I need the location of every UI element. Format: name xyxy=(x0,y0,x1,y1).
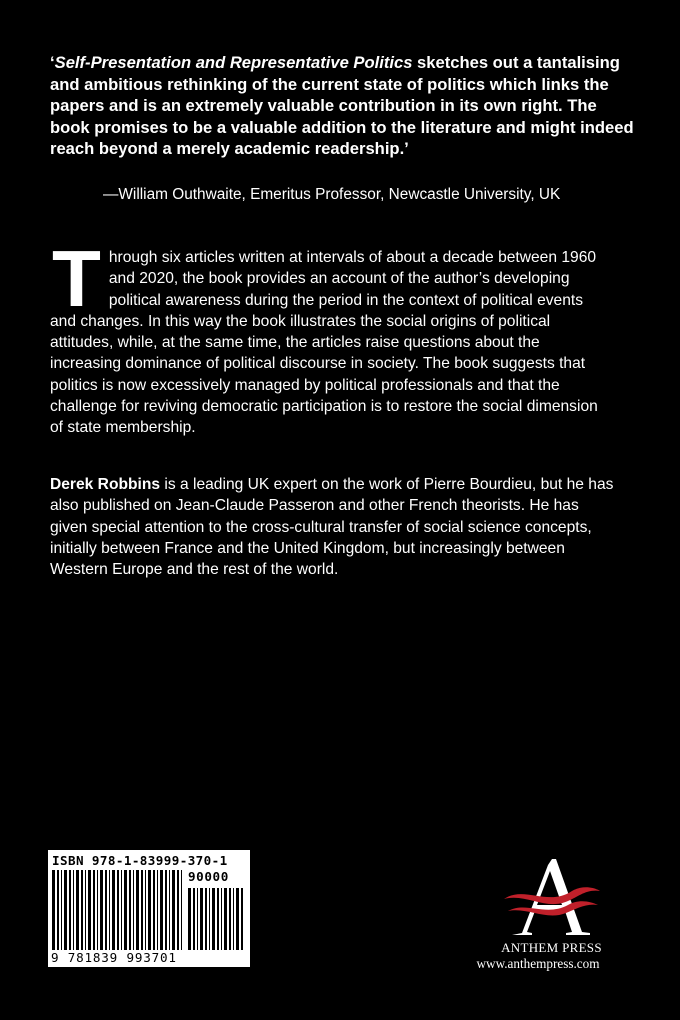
barcode-bar xyxy=(197,888,198,950)
isbn-label: ISBN 978-1-83999-370-1 xyxy=(52,853,228,868)
description-text: hrough six articles written at intervals of about a decade between 1960 and 2020, the book provides an account of the author’s developing political awareness during the period in the context of political events and changes. In this way the book illustrates the social origins of political attitudes, while, at the same time, the articles raise questions about the increasing dominance of political discourse in society. The book suggests that politics is now excessively managed by political professionals and that the challenge for reviving democratic participation is to restore the social dimension of state membership. xyxy=(50,249,598,437)
barcode-bar xyxy=(233,888,234,950)
barcode-bar xyxy=(224,888,227,950)
barcode-bar xyxy=(105,870,107,950)
barcode-main-bars xyxy=(52,870,186,950)
barcode-bar xyxy=(93,870,95,950)
book-description xyxy=(50,234,610,439)
quote-text: sketches out a tantalising and ambitious rethinking of the current state of politics which links the papers and is an extremely valuable contribution in its own right. The book promises to be a valuable addition to the literature and might indeed reach beyond a merely academic readership.’ xyxy=(50,53,634,158)
author-name: Derek Robbins xyxy=(50,476,161,493)
barcode-bar xyxy=(157,870,158,950)
barcode-bar xyxy=(57,870,59,950)
barcode-bar xyxy=(188,888,191,950)
barcode-bar xyxy=(241,888,243,950)
barcode-bar xyxy=(160,870,163,950)
barcode-bar xyxy=(169,870,170,950)
barcode-bar xyxy=(121,870,122,950)
barcode-bar xyxy=(81,870,83,950)
barcode-bar xyxy=(172,870,175,950)
barcode-bar xyxy=(181,870,182,950)
barcode-bar xyxy=(193,888,195,950)
barcode-bar xyxy=(117,870,119,950)
barcode-bar xyxy=(100,870,103,950)
barcode-bar xyxy=(165,870,167,950)
publisher-logo xyxy=(476,855,619,971)
barcode-bar xyxy=(148,870,151,950)
barcode-bar xyxy=(73,870,74,950)
barcode-bar xyxy=(236,888,239,950)
barcode-bar xyxy=(85,870,86,950)
barcode-bar xyxy=(145,870,146,950)
barcode-bar xyxy=(205,888,207,950)
quote-open-mark: ‘ xyxy=(50,53,55,72)
barcode-bar xyxy=(61,870,62,950)
drop-cap: T xyxy=(52,234,101,323)
barcode-bar xyxy=(229,888,231,950)
endorsement-quote xyxy=(50,52,640,160)
anthem-a-icon xyxy=(502,855,602,939)
barcode-bar xyxy=(64,870,67,950)
bio-text: is a leading UK expert on the work of Pierre Bourdieu, but he has also published on Jean-Claude Passeron and other French theorists. He has given special attention to the cross-cultural transfer of social science concepts, initially between France and the United Kingdom, but increasingly between Western Europe and the rest of the world. xyxy=(50,476,614,579)
barcode-bar xyxy=(69,870,71,950)
barcode-bar xyxy=(209,888,210,950)
barcode-bar xyxy=(109,870,110,950)
barcode-bar xyxy=(212,888,215,950)
barcode-bar xyxy=(124,870,127,950)
barcode-bar xyxy=(136,870,139,950)
barcode-bar xyxy=(217,888,219,950)
quote-attribution: —William Outhwaite, Emeritus Professor, Newcastle University, UK xyxy=(103,186,561,203)
price-code: 90000 xyxy=(188,869,229,884)
publisher-name: ANTHEM PRESS xyxy=(501,940,602,955)
publisher-url: www.anthempress.com xyxy=(476,956,600,971)
barcode-addon-bars xyxy=(188,888,246,950)
barcode-bar xyxy=(76,870,79,950)
barcode-bar xyxy=(133,870,134,950)
isbn-barcode xyxy=(48,850,250,967)
barcode-digits: 9 781839 993701 xyxy=(51,950,177,965)
barcode-bar xyxy=(112,870,115,950)
author-bio xyxy=(50,474,620,580)
quote-book-title: Self-Presentation and Representative Politics xyxy=(54,53,413,72)
barcode-bar xyxy=(177,870,179,950)
barcode-bar xyxy=(153,870,155,950)
barcode-bar xyxy=(97,870,98,950)
barcode-bar xyxy=(221,888,222,950)
barcode-bar xyxy=(200,888,203,950)
barcode-bar xyxy=(129,870,131,950)
barcode-bar xyxy=(88,870,91,950)
barcode-bar xyxy=(141,870,143,950)
barcode-bar xyxy=(52,870,55,950)
